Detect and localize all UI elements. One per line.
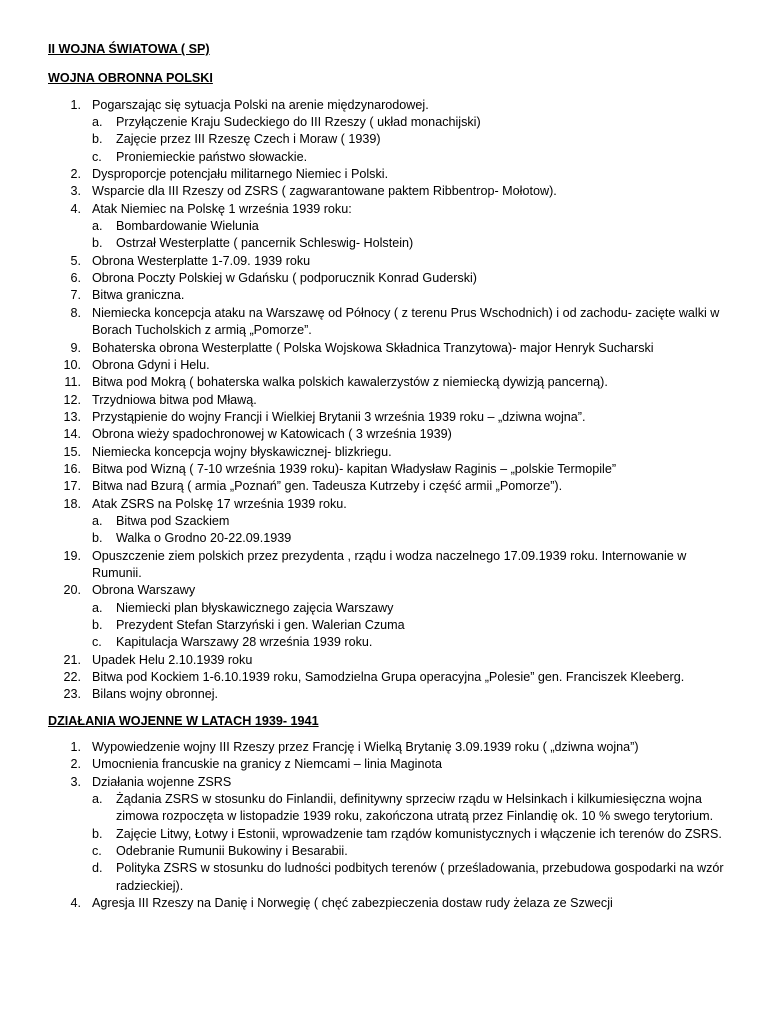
list-item bbox=[48, 774, 738, 895]
sub-list-item-letter: c. bbox=[92, 844, 102, 859]
list-item-number: 7. bbox=[70, 288, 81, 303]
list-item-text: Obrona Gdyni i Helu. bbox=[92, 357, 210, 372]
sub-list-item bbox=[92, 826, 738, 843]
sub-list-item-letter: b. bbox=[92, 236, 103, 251]
list-item-text: Pogarszając się sytuacja Polski na arenie międzynarodowej. bbox=[92, 97, 429, 112]
list-item-text: Bitwa nad Bzurą ( armia „Poznań” gen. Tadeusza Kutrzeby i część armii „Pomorze”). bbox=[92, 479, 563, 494]
document-title: II WOJNA ŚWIATOWA ( SP) bbox=[48, 42, 210, 56]
list-item-number: 15. bbox=[63, 444, 81, 459]
sub-list-item-letter: a. bbox=[92, 600, 103, 615]
list-item bbox=[48, 669, 738, 686]
list-item-number: 6. bbox=[70, 271, 81, 286]
sub-list-item-text: Bombardowanie Wielunia bbox=[116, 219, 259, 234]
sub-list-item-letter: a. bbox=[92, 115, 103, 130]
list-item-text: Niemiecka koncepcja wojny błyskawicznej- blizkriegu. bbox=[92, 444, 392, 459]
sub-list bbox=[92, 791, 738, 895]
list-item-text: Bitwa pod Kockiem 1-6.10.1939 roku, Samodzielna Grupa operacyjna „Polesie” gen. Franciszek Kleeberg. bbox=[92, 670, 685, 685]
sub-list-item-text: Niemiecki plan błyskawicznego zajęcia Warszawy bbox=[116, 600, 394, 615]
list-item-number: 2. bbox=[70, 167, 81, 182]
list-item-number: 2. bbox=[70, 757, 81, 772]
list-item-text: Dysproporcje potencjału militarnego Niemiec i Polski. bbox=[92, 167, 389, 182]
list-item-text: Bohaterska obrona Westerplatte ( Polska Wojskowa Składnica Tranzytowa)- major Henryk Sucharski bbox=[92, 340, 654, 355]
sub-list bbox=[92, 513, 738, 548]
list-item bbox=[48, 444, 738, 461]
list-item bbox=[48, 183, 738, 200]
sub-list-item-letter: a. bbox=[92, 792, 103, 807]
list-item-number: 5. bbox=[70, 253, 81, 268]
sub-list-item-text: Walka o Grodno 20-22.09.1939 bbox=[116, 531, 292, 546]
list-item bbox=[48, 201, 738, 253]
sub-list-item-text: Kapitulacja Warszawy 28 września 1939 roku. bbox=[116, 635, 373, 650]
section-heading-war-1939-1941: DZIAŁANIA WOJENNE W LATACH 1939- 1941 bbox=[48, 713, 319, 728]
list-item-text: Działania wojenne ZSRS bbox=[92, 774, 232, 789]
list-item bbox=[48, 548, 738, 583]
sub-list-item-text: Prezydent Stefan Starzyński i gen. Walerian Czuma bbox=[116, 618, 405, 632]
sub-list-item bbox=[92, 617, 738, 634]
list-item-number: 1. bbox=[70, 740, 81, 755]
sub-list-item-text: Odebranie Rumunii Bukowiny i Besarabii. bbox=[116, 844, 348, 859]
list-item-number: 10. bbox=[63, 357, 81, 372]
list-item bbox=[48, 426, 738, 443]
list-item-number: 4. bbox=[70, 201, 81, 216]
list-item-number: 3. bbox=[70, 774, 81, 789]
list-item-text: Wsparcie dla III Rzeszy od ZSRS ( zagwarantowane paktem Ribbentrop- Mołotow). bbox=[92, 184, 557, 199]
list-item bbox=[48, 461, 738, 478]
sub-list-item-letter: c. bbox=[92, 635, 102, 650]
sub-list-item bbox=[92, 235, 738, 252]
list-item bbox=[48, 97, 738, 166]
list-item-text: Agresja III Rzeszy na Danię i Norwegię ( chęć zabezpieczenia dostaw rudy żelaza ze Szwecji bbox=[92, 896, 613, 911]
list-item-number: 14. bbox=[63, 427, 81, 442]
sub-list-item-text: Bitwa pod Szackiem bbox=[116, 513, 230, 528]
list-item-text: Przystąpienie do wojny Francji i Wielkiej Brytanii 3 września 1939 roku – „dziwna wojna”. bbox=[92, 409, 586, 424]
sub-list-item-letter: b. bbox=[92, 618, 103, 632]
numbered-list-defensive-war bbox=[48, 97, 738, 704]
list-item bbox=[48, 478, 738, 495]
sub-list-item-letter: b. bbox=[92, 132, 103, 147]
list-item-text: Wypowiedzenie wojny III Rzeszy przez Francję i Wielką Brytanię 3.09.1939 roku ( „dziwna wojna”) bbox=[92, 740, 639, 755]
list-item bbox=[48, 357, 738, 374]
sub-list-item-text: Proniemieckie państwo słowackie. bbox=[116, 149, 308, 164]
list-item-number: 1. bbox=[70, 97, 81, 112]
list-item bbox=[48, 739, 738, 756]
sub-list-item-letter: d. bbox=[92, 861, 103, 876]
list-item-text: Umocnienia francuskie na granicy z Niemcami – linia Maginota bbox=[92, 757, 442, 772]
sub-list-item-text: Zajęcie Litwy, Łotwy i Estonii, wprowadzenie tam rządów komunistycznych i włączenie ich terenów do ZSRS. bbox=[116, 826, 722, 841]
sub-list-item bbox=[92, 791, 738, 826]
list-item-text: Trzydniowa bitwa pod Mławą. bbox=[92, 392, 257, 407]
list-item bbox=[48, 582, 738, 651]
sub-list-item-letter: b. bbox=[92, 531, 103, 546]
list-item-text: Bitwa pod Mokrą ( bohaterska walka polskich kawalerzystów z niemiecką dywizją pancerną). bbox=[92, 375, 608, 390]
list-item-number: 22. bbox=[63, 670, 81, 685]
list-item-text: Opuszczenie ziem polskich przez prezydenta , rządu i wodza naczelnego 17.09.1939 roku. Internowanie w Rumunii. bbox=[92, 548, 687, 580]
list-item-number: 4. bbox=[70, 896, 81, 911]
list-item bbox=[48, 392, 738, 409]
list-item bbox=[48, 895, 738, 912]
list-item-number: 20. bbox=[63, 583, 81, 598]
sub-list-item-letter: a. bbox=[92, 513, 103, 528]
list-item-number: 12. bbox=[63, 392, 81, 407]
list-item-number: 16. bbox=[63, 461, 81, 476]
list-item bbox=[48, 340, 738, 357]
sub-list-item-letter: b. bbox=[92, 826, 103, 841]
list-item-number: 11. bbox=[64, 375, 81, 390]
list-item bbox=[48, 287, 738, 304]
sub-list-item-letter: a. bbox=[92, 219, 103, 234]
list-item-number: 18. bbox=[63, 496, 81, 511]
list-item bbox=[48, 496, 738, 548]
sub-list-item-text: Ostrzał Westerplatte ( pancernik Schleswig- Holstein) bbox=[116, 236, 414, 251]
list-item-number: 3. bbox=[70, 184, 81, 199]
list-item-text: Bitwa graniczna. bbox=[92, 288, 185, 303]
sub-list-item-text: Polityka ZSRS w stosunku do ludności podbitych terenów ( prześladowania, przebudowa gospodarki na wzór radzieckiej). bbox=[116, 861, 724, 893]
list-item-text: Obrona Warszawy bbox=[92, 583, 196, 598]
list-item-text: Obrona wieży spadochronowej w Katowicach ( 3 września 1939) bbox=[92, 427, 452, 442]
sub-list-item bbox=[92, 149, 738, 166]
sub-list-item bbox=[92, 114, 738, 131]
sub-list-item bbox=[92, 218, 738, 235]
list-item-text: Atak Niemiec na Polskę 1 września 1939 roku: bbox=[92, 201, 352, 216]
sub-list-item bbox=[92, 131, 738, 148]
list-item-text: Niemiecka koncepcja ataku na Warszawę od Północy ( z terenu Prus Wschodnich) i od zachodu- zacięte walki w Borach Tucholskich z armią „Pomorze”. bbox=[92, 305, 720, 338]
list-item-text: Bitwa pod Wizną ( 7-10 września 1939 roku)- kapitan Władysław Raginis – „polskie Termopile” bbox=[92, 461, 617, 476]
list-item-number: 21. bbox=[63, 652, 81, 667]
section-heading-defensive-war: WOJNA OBRONNA POLSKI bbox=[48, 71, 213, 86]
sub-list-item bbox=[92, 843, 738, 860]
list-item-text: Bilans wojny obronnej. bbox=[92, 687, 219, 702]
sub-list bbox=[92, 114, 738, 166]
document-page bbox=[48, 41, 738, 913]
list-item bbox=[48, 756, 738, 773]
sub-list-item bbox=[92, 634, 738, 651]
sub-list-item bbox=[92, 600, 738, 617]
sub-list-item-text: Zajęcie przez III Rzeszę Czech i Moraw ( 1939) bbox=[116, 132, 381, 147]
list-item bbox=[48, 409, 738, 426]
list-item-number: 19. bbox=[63, 548, 81, 563]
list-item-text: Atak ZSRS na Polskę 17 września 1939 roku. bbox=[92, 496, 347, 511]
sub-list bbox=[92, 600, 738, 652]
list-item-number: 9. bbox=[70, 340, 81, 355]
list-item-number: 23. bbox=[63, 687, 81, 702]
sub-list-item bbox=[92, 530, 738, 547]
list-item bbox=[48, 686, 738, 703]
list-item bbox=[48, 253, 738, 270]
list-item-number: 13. bbox=[63, 409, 81, 424]
list-item-text: Upadek Helu 2.10.1939 roku bbox=[92, 652, 253, 667]
sub-list-item-text: Żądania ZSRS w stosunku do Finlandii, definitywny sprzeciw rządu w Helsinkach i kilkumiesięczna wojna zimowa rozpoczęta w listopadzie 1939 roku, zakończona utratą przez Finlandię ok. 10 % swego terytorium. bbox=[116, 792, 714, 824]
list-item-text: Obrona Poczty Polskiej w Gdańsku ( podporucznik Konrad Guderski) bbox=[92, 271, 477, 286]
sub-list-item-text: Przyłączenie Kraju Sudeckiego do III Rzeszy ( układ monachijski) bbox=[116, 115, 481, 130]
list-item-number: 8. bbox=[70, 305, 81, 320]
list-item-number: 17. bbox=[63, 479, 81, 494]
sub-list-item bbox=[92, 513, 738, 530]
list-item bbox=[48, 305, 738, 340]
sub-list bbox=[92, 218, 738, 253]
list-item bbox=[48, 374, 738, 391]
list-item bbox=[48, 652, 738, 669]
list-item bbox=[48, 166, 738, 183]
list-item bbox=[48, 270, 738, 287]
sub-list-item-letter: c. bbox=[92, 149, 102, 164]
sub-list-item bbox=[92, 860, 738, 895]
numbered-list-war-1939-1941 bbox=[48, 739, 738, 912]
list-item-text: Obrona Westerplatte 1-7.09. 1939 roku bbox=[92, 253, 311, 268]
